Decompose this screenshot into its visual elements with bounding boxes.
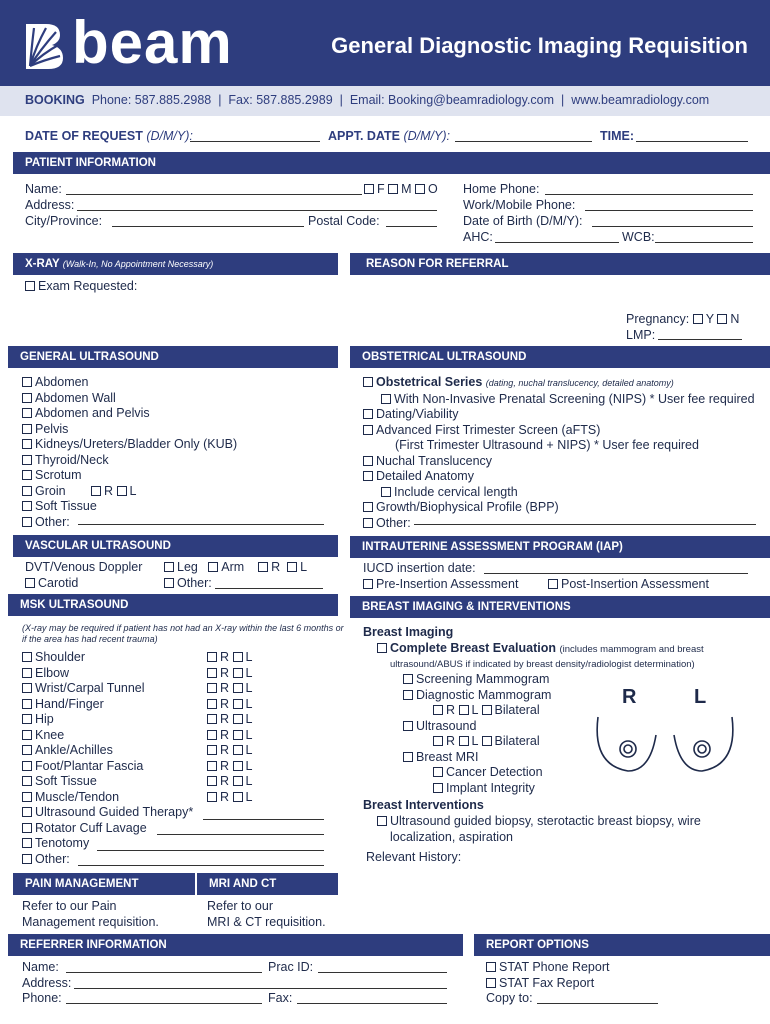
breast-us[interactable]: Ultrasound [403,719,551,735]
ref-name-label: Name: [22,960,59,974]
vasc-r-checkbox[interactable] [258,562,268,572]
postal-field[interactable] [386,226,437,227]
gus-other-field[interactable] [78,524,324,525]
relevant-history-label: Relevant History: [366,850,462,864]
gus-item[interactable]: Abdomen [22,375,237,391]
appt-date-label: APPT. DATE (D/M/Y): [328,129,451,143]
report-options [486,960,609,1007]
sex-options: F M O [364,182,438,197]
wcb-label: WCB: [622,230,655,244]
tenotomy-field[interactable] [97,850,324,851]
pain-header: PAIN MANAGEMENT [13,873,195,895]
diag-sides[interactable]: R L Bilateral [403,703,551,719]
gus-item[interactable]: Thyroid/Neck [22,453,237,469]
time-label: TIME: [600,129,635,143]
us-sides[interactable]: R L Bilateral [403,734,551,750]
sep-1: | [218,93,222,107]
therapy-field[interactable] [203,819,324,820]
msk-item[interactable]: Foot/Plantar Fascia R L [22,759,332,775]
gus-item[interactable]: Pelvis [22,422,237,438]
arm-checkbox[interactable] [208,562,218,572]
booking-web[interactable]: www.beamradiology.com [571,93,710,107]
msk-item[interactable]: Soft Tissue R L [22,774,332,790]
vascular-header: VASCULAR ULTRASOUND [13,535,338,557]
obs-nips[interactable]: With Non-Invasive Prenatal Screening (NIPS) * User fee required [363,392,755,408]
vasc-l-checkbox[interactable] [287,562,297,572]
home-phone-label: Home Phone: [463,182,540,196]
msk-item[interactable]: Shoulder R L [22,650,332,666]
dvt-label: DVT/Venous Doppler [25,560,143,574]
obstetrical-list [363,375,755,531]
msk-item[interactable]: Muscle/Tendon R L [22,790,332,806]
cuff-field[interactable] [157,834,324,835]
sex-m-checkbox[interactable] [388,184,398,194]
exam-checkbox[interactable] [25,281,35,291]
obs-nuchal[interactable]: Nuchal Translucency [363,454,755,470]
biopsy-option[interactable]: Ultrasound guided biopsy, sterotactic breast biopsy, wire [377,814,701,829]
sep-2: | [339,93,343,107]
pain-text: Refer to our Pain Management requisition. [22,899,159,929]
copy-to-label: Copy to: [486,991,533,1005]
ref-phone-label: Phone: [22,991,62,1005]
stat-fax-option[interactable]: STAT Fax Report [486,976,609,992]
gus-item[interactable]: Abdomen and Pelvis [22,406,237,422]
obs-other[interactable]: Other: [363,516,755,532]
msk-item[interactable]: Hip R L [22,712,332,728]
prac-id-label: Prac ID: [268,960,314,974]
pregnancy-row: Pregnancy: Y N [626,312,740,326]
complete-eval[interactable]: Complete Breast Evaluation (includes mammogram and breast [377,641,704,657]
booking-label: BOOKING [25,93,85,107]
diagram-r-label: R [622,686,637,708]
obs-afts-note: (First Trimester Ultrasound + NIPS) * User fee required [395,438,699,452]
xray-section-header: X-RAY (Walk-In, No Appointment Necessary) [13,253,338,275]
vasc-other-row: Other: [164,576,212,591]
iap-header: INTRAUTERINE ASSESSMENT PROGRAM (IAP) [350,536,770,558]
gus-item[interactable]: Other: [22,515,237,531]
mri-header: MRI AND CT [197,873,338,895]
page-title: General Diagnostic Imaging Requisition [331,33,748,58]
city-label: City/Province: [25,214,103,228]
pre-insertion-checkbox[interactable] [363,579,373,589]
obs-other-field[interactable] [414,524,756,525]
patient-name-label: Name: [25,182,62,196]
msk-other[interactable]: Other: [22,852,332,868]
obs-dating[interactable]: Dating/Viability [363,407,755,423]
referrer-header: REFERRER INFORMATION [8,934,463,956]
sex-o-checkbox[interactable] [415,184,425,194]
dob-field[interactable] [592,226,753,227]
breast-mri[interactable]: Breast MRI [403,750,551,766]
iap-options: Pre-Insertion Assessment [363,577,518,592]
postal-label: Postal Code: [308,214,380,228]
msk-item[interactable]: Wrist/Carpal Tunnel R L [22,681,332,697]
city-field[interactable] [112,226,304,227]
iucd-label: IUCD insertion date: [363,561,476,575]
mobile-field[interactable] [585,210,753,211]
cancer-detection[interactable]: Cancer Detection [403,765,551,781]
breast-diagram-icon [590,715,740,775]
exam-requested: Exam Requested: [25,279,137,294]
gus-item[interactable]: Soft Tissue [22,499,237,515]
wcb-field[interactable] [655,242,753,243]
ref-fax-label: Fax: [268,991,293,1005]
gus-item[interactable]: Groin R L [22,484,237,500]
patient-name-field[interactable] [66,194,362,195]
gus-item[interactable]: Scrotum [22,468,237,484]
copy-to-field[interactable] [537,1003,658,1004]
iucd-field[interactable] [484,573,748,574]
ref-name-field[interactable] [66,972,262,973]
msk-note: (X-ray may be required if patient has not had an X-ray within the last 6 months or if the area has had recent trauma) [22,623,344,644]
complete-note2: ultrasound/ABUS if indicated by breast density/radiologist determination) [390,659,695,670]
vasc-other-checkbox[interactable] [164,578,174,588]
biopsy-line2: localization, aspiration [390,830,513,844]
mobile-label: Work/Mobile Phone: [463,198,576,212]
carotid-checkbox[interactable] [25,578,35,588]
ref-fax-field[interactable] [297,1003,447,1004]
patient-section-header: PATIENT INFORMATION [13,152,770,174]
breast-options [403,672,551,796]
pregnancy-n-checkbox[interactable] [717,314,727,324]
sex-f-checkbox[interactable] [364,184,374,194]
post-insertion-checkbox[interactable] [548,579,558,589]
leg-checkbox[interactable] [164,562,174,572]
pregnancy-y-checkbox[interactable] [693,314,703,324]
beam-logo-icon [22,20,66,72]
dob-label: Date of Birth (D/M/Y): [463,214,583,228]
obs-cervical[interactable]: Include cervical length [363,485,755,501]
address-label: Address: [25,198,75,212]
mri-text: Refer to our MRI & CT requisition. [207,899,326,929]
carotid-row: Carotid [25,576,78,591]
screening-mammo[interactable]: Screening Mammogram [403,672,551,688]
breast-imaging-title: Breast Imaging [363,625,454,639]
ahc-field[interactable] [495,242,619,243]
breast-header: BREAST IMAGING & INTERVENTIONS [350,596,770,618]
msk-other-field[interactable] [78,865,324,866]
iap-post-option: Post-Insertion Assessment [548,577,709,592]
diagnostic-mammo[interactable]: Diagnostic Mammogram [403,688,551,704]
msk-therapy[interactable]: Ultrasound Guided Therapy* [22,805,332,821]
msk-tenotomy[interactable]: Tenotomy [22,836,332,852]
prac-id-field[interactable] [318,972,447,973]
referral-section-header: REASON FOR REFERRAL [350,253,770,275]
obstetrical-header: OBSTETRICAL ULTRASOUND [350,346,770,368]
booking-phone: Phone: 587.885.2988 [91,93,212,107]
leg-arm-options: Leg Arm R L [164,560,307,575]
general-us-header: GENERAL ULTRASOUND [8,346,338,368]
date-of-request-field[interactable] [190,141,320,142]
gus-item[interactable]: Kidneys/Ureters/Bladder Only (KUB) [22,437,237,453]
msk-header: MSK ULTRASOUND [8,594,338,616]
address-field[interactable] [77,210,437,211]
obs-growth[interactable]: Growth/Biophysical Profile (BPP) [363,500,755,516]
breast-interventions-title: Breast Interventions [363,798,484,812]
obs-detailed[interactable]: Detailed Anatomy [363,469,755,485]
vasc-other-field[interactable] [215,588,323,589]
ref-phone-field[interactable] [66,1003,262,1004]
booking-fax: Fax: 587.885.2989 [228,93,333,107]
stat-phone-option[interactable]: STAT Phone Report [486,960,609,976]
ref-address-label: Address: [22,976,72,990]
ref-address-field[interactable] [74,988,447,989]
report-header: REPORT OPTIONS [474,934,770,956]
obs-afts[interactable]: Advanced First Trimester Screen (aFTS) [363,423,755,439]
ahc-label: AHC: [463,230,493,244]
implant-integrity[interactable]: Implant Integrity [403,781,551,797]
appt-date-field[interactable] [455,141,592,142]
general-us-list [22,375,237,530]
lmp-field[interactable] [658,339,742,340]
obs-series[interactable]: Obstetrical Series (dating, nuchal translucency, detailed anatomy) [363,375,755,392]
booking-email[interactable]: Email: Booking@beamradiology.com [349,93,555,107]
msk-cuff[interactable]: Rotator Cuff Lavage [22,821,332,837]
time-field[interactable] [636,141,748,142]
gus-item[interactable]: Abdomen Wall [22,391,237,407]
home-phone-field[interactable] [545,194,753,195]
date-of-request-label: DATE OF REQUEST (D/M/Y): [25,129,193,143]
booking-line [25,93,709,108]
diagram-l-label: L [694,686,707,708]
msk-item[interactable]: Ankle/Achilles R L [22,743,332,759]
brand-name: beam [72,9,233,76]
lmp-label: LMP: [626,328,656,342]
msk-item[interactable]: Knee R L [22,728,332,744]
sep-3: | [560,93,565,107]
msk-item[interactable]: Elbow R L [22,666,332,682]
msk-item[interactable]: Hand/Finger R L [22,697,332,713]
